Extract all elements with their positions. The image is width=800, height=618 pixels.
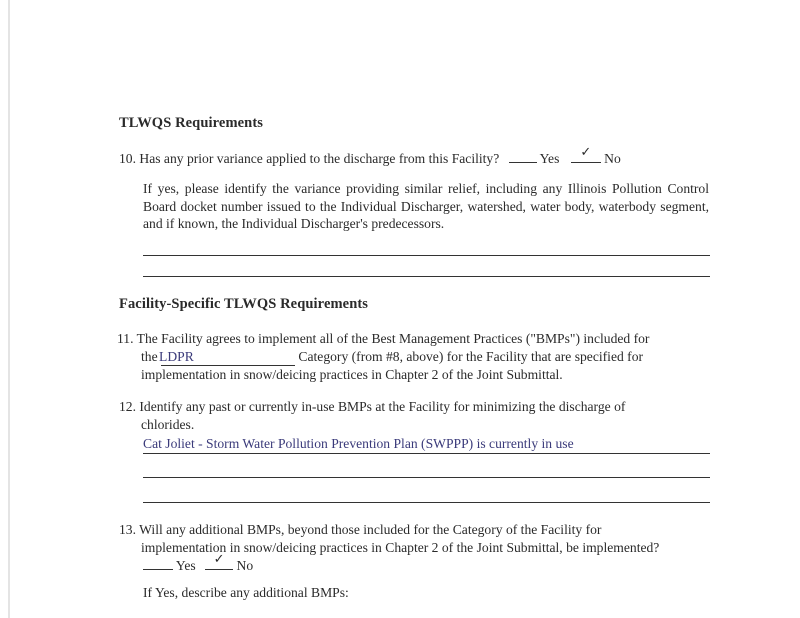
q13-check-mark: ✓	[213, 552, 225, 567]
section-heading-tlwqs: TLWQS Requirements	[119, 115, 264, 131]
question-10	[119, 145, 621, 167]
q10-no-blank[interactable]	[571, 145, 601, 163]
q13-yes-label: Yes	[175, 558, 196, 573]
section-heading-facility: Facility-Specific TLWQS Requirements	[119, 296, 369, 312]
q13-yes-blank[interactable]	[143, 555, 173, 570]
q10-followup-paragraph: If yes, please identify the variance providing similar relief, including any Illinois Pollution Control Board docket number issued to the Individual Discharger, watershed, water body, waterbody segment, and if known, the Individual Discharger's predecessors.	[143, 181, 709, 231]
q10-yes-label: Yes	[539, 151, 560, 166]
question-10-text: 10. Has any prior variance applied to the discharge from this Facility?	[119, 151, 500, 166]
q10-yes-blank[interactable]	[509, 148, 537, 163]
q12-answer-text[interactable]: Cat Joliet - Storm Water Pollution Prevention Plan (SWPPP) is currently in use	[143, 436, 574, 451]
answer-line[interactable]	[143, 477, 710, 478]
q10-check-mark: ✓	[580, 145, 592, 160]
q13-answer	[143, 552, 254, 574]
question-13: 13. Will any additional BMPs, beyond those included for the Category of the Facility for implementation in snow/deicing practices in Chapter 2 of the Joint Submittal, be implemented?	[119, 522, 660, 555]
q13-no-label: No	[236, 558, 254, 573]
q13-no-blank[interactable]	[205, 552, 233, 570]
answer-line[interactable]	[143, 276, 710, 277]
answer-line[interactable]	[143, 453, 710, 454]
q11-category-field[interactable]: LDPR	[161, 348, 295, 367]
answer-line[interactable]	[143, 502, 710, 503]
q10-no-label: No	[604, 151, 621, 166]
question-12: 12. Identify any past or currently in-use BMPs at the Facility for minimizing the discharge of chlorides.	[119, 399, 626, 432]
question-11: 11. The Facility agrees to implement all of the Best Management Practices ("BMPs") included for the LDPR Category (from #8, above) for the Facility that are specified for implementation in snow/deicing practices in Chapter 2 of the Joint Submittal.	[117, 331, 650, 382]
q13-followup: If Yes, describe any additional BMPs:	[143, 585, 349, 600]
answer-line[interactable]	[143, 255, 710, 256]
